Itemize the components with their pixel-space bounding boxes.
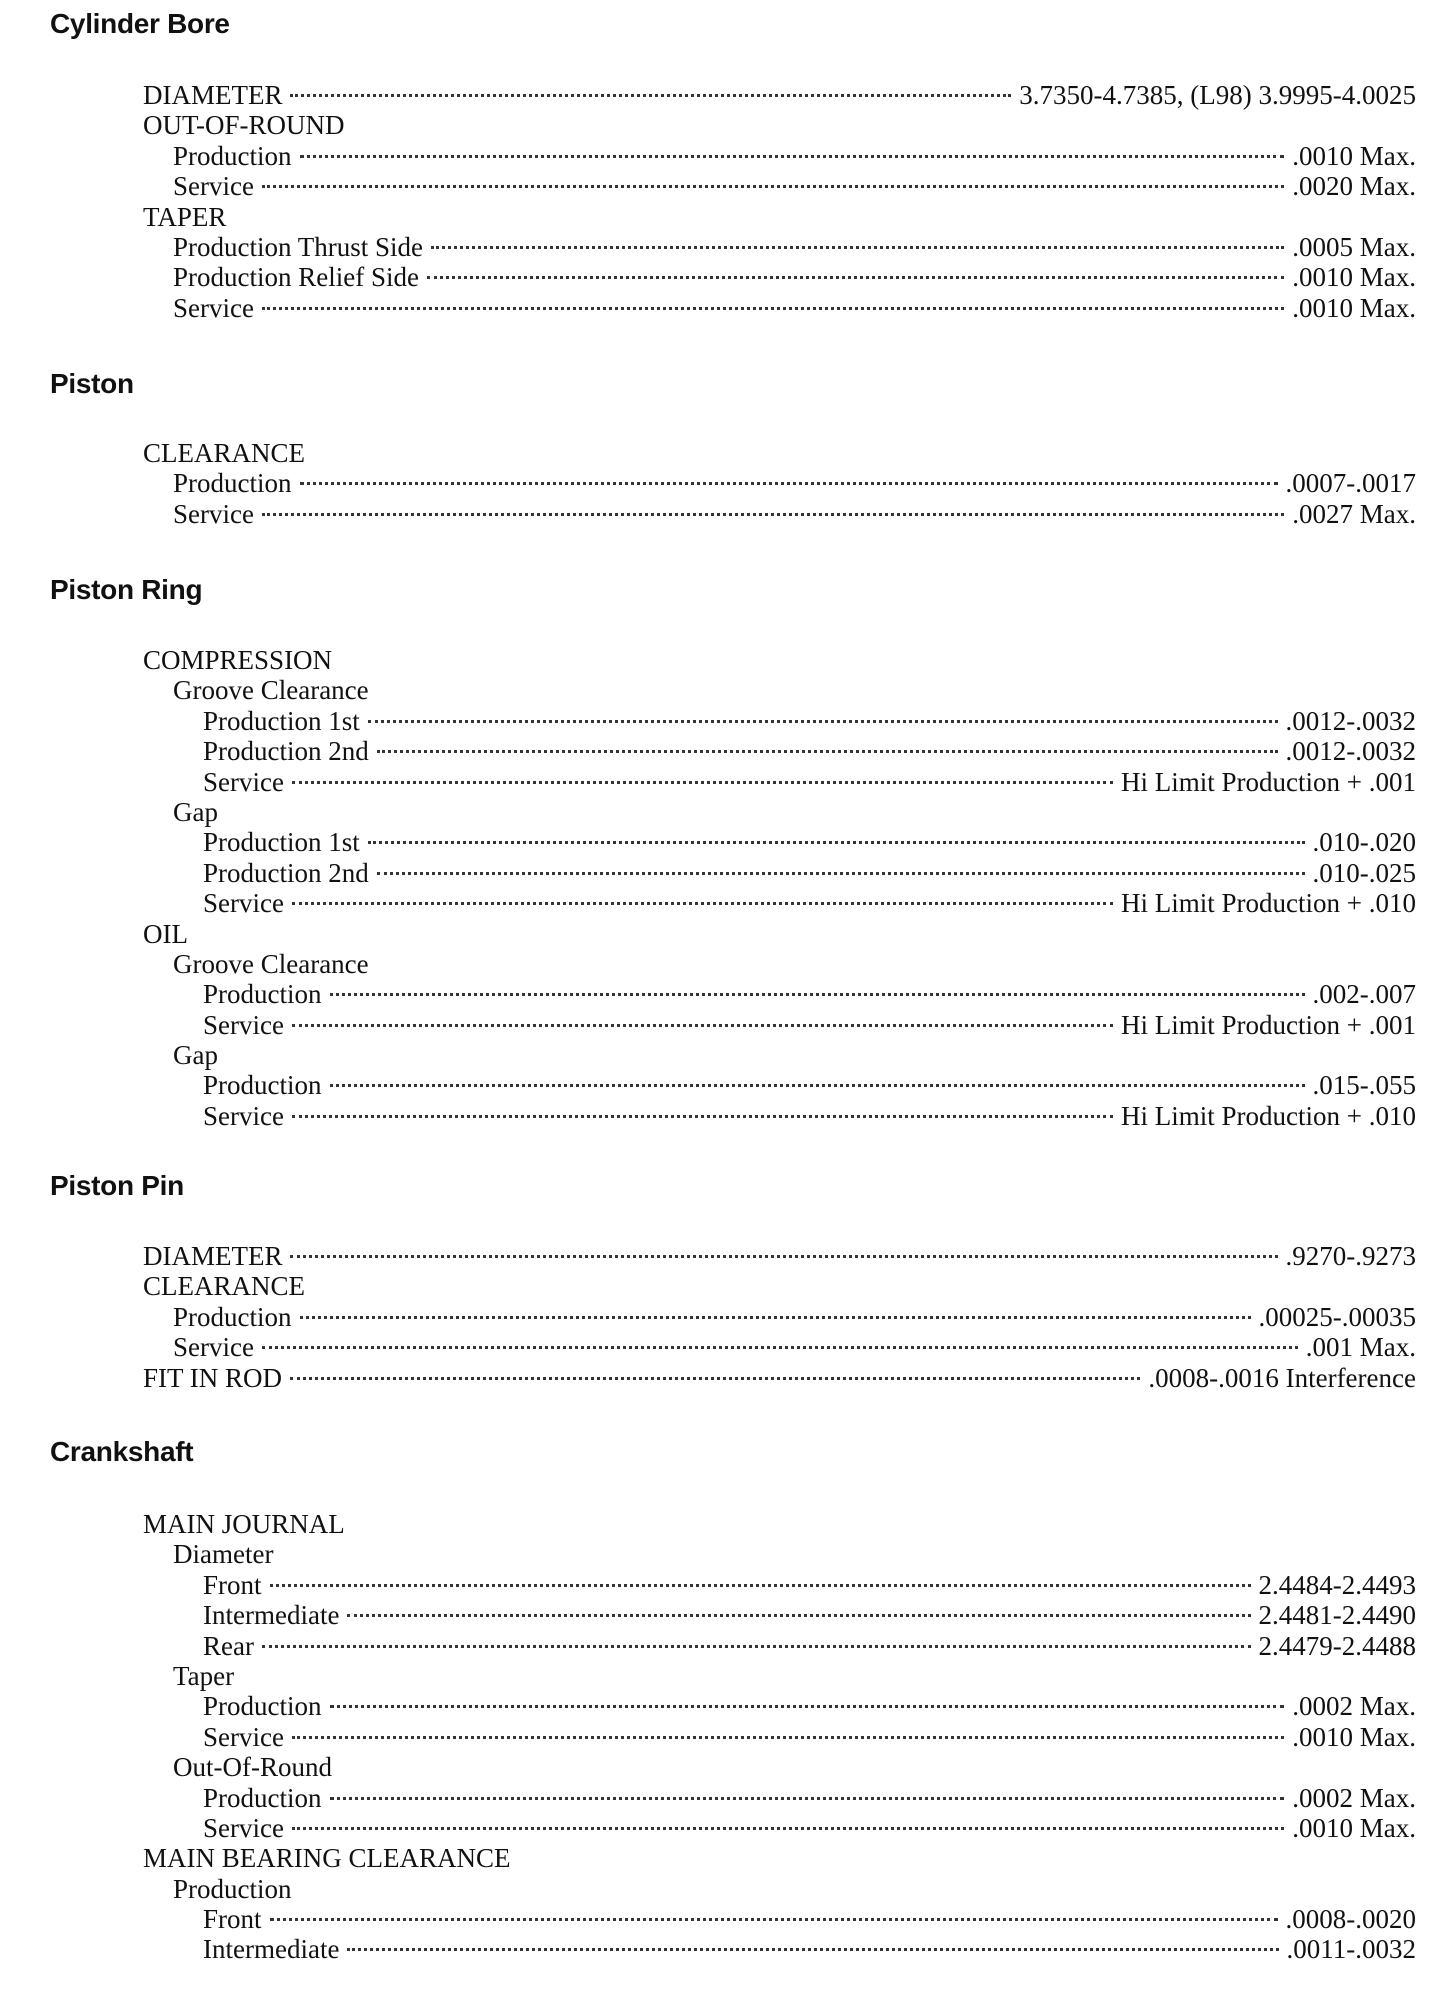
spec-list-piston-ring bbox=[0, 645, 1456, 1131]
spec-value: 3.7350-4.7385, (L98) 3.9995-4.0025 bbox=[1019, 80, 1416, 110]
spec-label: DIAMETER bbox=[143, 80, 283, 110]
spec-label: Service bbox=[203, 888, 284, 919]
spec-label: Taper bbox=[173, 1660, 235, 1691]
spec-row bbox=[0, 1010, 1456, 1040]
spec-row bbox=[0, 1363, 1456, 1393]
dot-leader bbox=[377, 750, 1278, 753]
spec-label: Production bbox=[173, 1873, 292, 1904]
spec-row bbox=[0, 1570, 1456, 1600]
spec-value: .0007-.0017 bbox=[1285, 468, 1416, 499]
spec-row bbox=[0, 675, 1456, 705]
spec-label: Production bbox=[203, 1782, 322, 1813]
spec-label: Service bbox=[203, 766, 284, 797]
dot-leader bbox=[300, 155, 1285, 158]
spec-value: .0012-.0032 bbox=[1285, 705, 1416, 736]
spec-label: Production 1st bbox=[203, 705, 360, 736]
spec-label: COMPRESSION bbox=[143, 645, 333, 675]
spec-value: .0010 Max. bbox=[1292, 1812, 1416, 1843]
spec-list-piston bbox=[0, 438, 1456, 529]
spec-row bbox=[0, 499, 1456, 529]
spec-row bbox=[0, 232, 1456, 262]
spec-value: .00025-.00035 bbox=[1258, 1301, 1416, 1332]
dot-leader bbox=[262, 185, 1284, 188]
spec-row bbox=[0, 1813, 1456, 1843]
spec-label: FIT IN ROD bbox=[143, 1362, 283, 1393]
dot-leader bbox=[347, 1614, 1250, 1617]
spec-value: .0010 Max. bbox=[1292, 292, 1416, 323]
spec-row bbox=[0, 80, 1456, 110]
spec-row bbox=[0, 1934, 1456, 1964]
dot-leader bbox=[330, 1084, 1305, 1087]
spec-row bbox=[0, 1661, 1456, 1691]
spec-label: Groove Clearance bbox=[173, 948, 369, 979]
spec-label: Out-Of-Round bbox=[173, 1752, 332, 1783]
spec-row bbox=[0, 1843, 1456, 1873]
spec-label: Production bbox=[173, 1301, 292, 1332]
spec-row bbox=[0, 171, 1456, 201]
section-title: Piston Ring bbox=[50, 574, 203, 605]
spec-label: Groove Clearance bbox=[173, 675, 369, 706]
spec-label: DIAMETER bbox=[143, 1241, 283, 1271]
spec-list-crankshaft bbox=[0, 1509, 1456, 1965]
dot-leader bbox=[290, 1255, 1277, 1258]
section-title: Cylinder Bore bbox=[50, 8, 230, 39]
spec-value: .9270-.9273 bbox=[1285, 1241, 1416, 1271]
spec-label: Production bbox=[203, 1070, 322, 1101]
spec-value: .0002 Max. bbox=[1292, 1782, 1416, 1813]
spec-row bbox=[0, 293, 1456, 323]
spec-list-piston-pin bbox=[0, 1241, 1456, 1393]
spec-row bbox=[0, 202, 1456, 232]
spec-row bbox=[0, 949, 1456, 979]
spec-value: .010-.020 bbox=[1312, 827, 1416, 858]
spec-value: Hi Limit Production + .001 bbox=[1121, 766, 1416, 797]
spec-row bbox=[0, 262, 1456, 292]
spec-label: Service bbox=[173, 1332, 254, 1363]
spec-value: .010-.025 bbox=[1312, 857, 1416, 888]
spec-value: Hi Limit Production + .001 bbox=[1121, 1009, 1416, 1040]
dot-leader bbox=[427, 276, 1284, 279]
dot-leader bbox=[292, 1736, 1284, 1739]
spec-row bbox=[0, 1241, 1456, 1271]
spec-label: Production bbox=[203, 1691, 322, 1722]
spec-label: MAIN BEARING CLEARANCE bbox=[143, 1843, 511, 1874]
spec-label: Front bbox=[203, 1904, 262, 1935]
spec-value: 2.4479-2.4488 bbox=[1258, 1630, 1416, 1661]
dot-leader bbox=[330, 1705, 1285, 1708]
dot-leader bbox=[330, 1797, 1285, 1800]
spec-value: .0008-.0020 bbox=[1285, 1904, 1416, 1935]
spec-row bbox=[0, 1600, 1456, 1630]
section-title: Piston bbox=[50, 368, 134, 399]
spec-row bbox=[0, 1271, 1456, 1301]
spec-label: Production Relief Side bbox=[173, 262, 419, 293]
spec-row bbox=[0, 827, 1456, 857]
spec-row bbox=[0, 1874, 1456, 1904]
dot-leader bbox=[290, 1377, 1140, 1380]
spec-label: TAPER bbox=[143, 201, 227, 232]
dot-leader bbox=[431, 246, 1284, 249]
spec-label: Production bbox=[173, 140, 292, 171]
spec-row bbox=[0, 438, 1456, 468]
spec-value: Hi Limit Production + .010 bbox=[1121, 888, 1416, 919]
spec-row bbox=[0, 1539, 1456, 1569]
spec-label: OUT-OF-ROUND bbox=[143, 110, 345, 141]
dot-leader bbox=[262, 513, 1284, 516]
spec-label: Gap bbox=[173, 796, 218, 827]
spec-label: Production bbox=[203, 979, 322, 1010]
spec-row bbox=[0, 858, 1456, 888]
spec-value: .015-.055 bbox=[1312, 1070, 1416, 1101]
dot-leader bbox=[262, 1346, 1298, 1349]
spec-row bbox=[0, 1904, 1456, 1934]
spec-row bbox=[0, 141, 1456, 171]
dot-leader bbox=[262, 307, 1284, 310]
spec-row bbox=[0, 706, 1456, 736]
spec-row bbox=[0, 1101, 1456, 1131]
spec-row bbox=[0, 1752, 1456, 1782]
spec-row bbox=[0, 736, 1456, 766]
spec-row bbox=[0, 1040, 1456, 1070]
spec-label: OIL bbox=[143, 918, 188, 949]
spec-label: CLEARANCE bbox=[143, 438, 305, 468]
spec-row bbox=[0, 1509, 1456, 1539]
spec-label: Production bbox=[173, 468, 292, 499]
spec-row bbox=[0, 645, 1456, 675]
dot-leader bbox=[292, 1024, 1113, 1027]
spec-list-cylinder-bore bbox=[0, 80, 1456, 323]
dot-leader bbox=[330, 993, 1305, 996]
spec-label: Production Thrust Side bbox=[173, 231, 424, 262]
dot-leader bbox=[292, 1115, 1113, 1118]
spec-row bbox=[0, 1332, 1456, 1362]
spec-value: .0027 Max. bbox=[1292, 498, 1416, 529]
spec-label: Intermediate bbox=[203, 1600, 340, 1631]
spec-row bbox=[0, 1070, 1456, 1100]
section-title: Piston Pin bbox=[50, 1170, 184, 1201]
spec-label: Rear bbox=[203, 1630, 254, 1661]
dot-leader bbox=[377, 872, 1305, 875]
spec-label: Production 1st bbox=[203, 827, 360, 858]
spec-label: Production 2nd bbox=[203, 857, 369, 888]
spec-value: .0020 Max. bbox=[1292, 171, 1416, 202]
spec-label: Diameter bbox=[173, 1539, 274, 1570]
dot-leader bbox=[292, 1827, 1284, 1830]
spec-row bbox=[0, 1691, 1456, 1721]
spec-row bbox=[0, 797, 1456, 827]
dot-leader bbox=[290, 94, 1011, 97]
spec-label: Front bbox=[203, 1569, 262, 1600]
spec-label: MAIN JOURNAL bbox=[143, 1509, 345, 1539]
spec-row bbox=[0, 1722, 1456, 1752]
dot-leader bbox=[300, 482, 1278, 485]
dot-leader bbox=[262, 1645, 1251, 1648]
spec-row bbox=[0, 1302, 1456, 1332]
spec-value: .0011-.0032 bbox=[1286, 1934, 1416, 1965]
spec-row bbox=[0, 888, 1456, 918]
spec-value: .0010 Max. bbox=[1292, 1721, 1416, 1752]
spec-row bbox=[0, 919, 1456, 949]
dot-leader bbox=[347, 1948, 1278, 1951]
dot-leader bbox=[292, 781, 1113, 784]
spec-label: Intermediate bbox=[203, 1934, 340, 1965]
spec-value: .0002 Max. bbox=[1292, 1691, 1416, 1722]
dot-leader bbox=[292, 902, 1113, 905]
section-title: Crankshaft bbox=[50, 1436, 194, 1467]
dot-leader bbox=[368, 720, 1278, 723]
spec-label: Service bbox=[173, 292, 254, 323]
spec-value: .0010 Max. bbox=[1292, 262, 1416, 293]
dot-leader bbox=[270, 1584, 1251, 1587]
spec-label: Service bbox=[203, 1100, 284, 1131]
spec-value: 2.4481-2.4490 bbox=[1258, 1600, 1416, 1631]
spec-label: Service bbox=[173, 498, 254, 529]
spec-row bbox=[0, 110, 1456, 140]
dot-leader bbox=[270, 1918, 1278, 1921]
spec-value: Hi Limit Production + .010 bbox=[1121, 1100, 1416, 1131]
spec-label: Service bbox=[203, 1721, 284, 1752]
spec-value: .0008-.0016 Interference bbox=[1148, 1362, 1416, 1393]
spec-row bbox=[0, 979, 1456, 1009]
spec-row bbox=[0, 1783, 1456, 1813]
spec-label: Gap bbox=[173, 1040, 218, 1071]
spec-label: Service bbox=[203, 1009, 284, 1040]
spec-value: .001 Max. bbox=[1305, 1332, 1416, 1363]
spec-label: Service bbox=[173, 171, 254, 202]
spec-value: .002-.007 bbox=[1312, 979, 1416, 1010]
spec-label: Production 2nd bbox=[203, 736, 369, 767]
dot-leader bbox=[300, 1316, 1251, 1319]
spec-value: 2.4484-2.4493 bbox=[1258, 1569, 1416, 1600]
spec-row bbox=[0, 1631, 1456, 1661]
spec-value: .0012-.0032 bbox=[1285, 736, 1416, 767]
dot-leader bbox=[368, 841, 1305, 844]
spec-label: Service bbox=[203, 1812, 284, 1843]
spec-label: CLEARANCE bbox=[143, 1271, 305, 1302]
spec-row bbox=[0, 767, 1456, 797]
spec-value: .0010 Max. bbox=[1292, 140, 1416, 171]
spec-row bbox=[0, 468, 1456, 498]
spec-value: .0005 Max. bbox=[1292, 231, 1416, 262]
